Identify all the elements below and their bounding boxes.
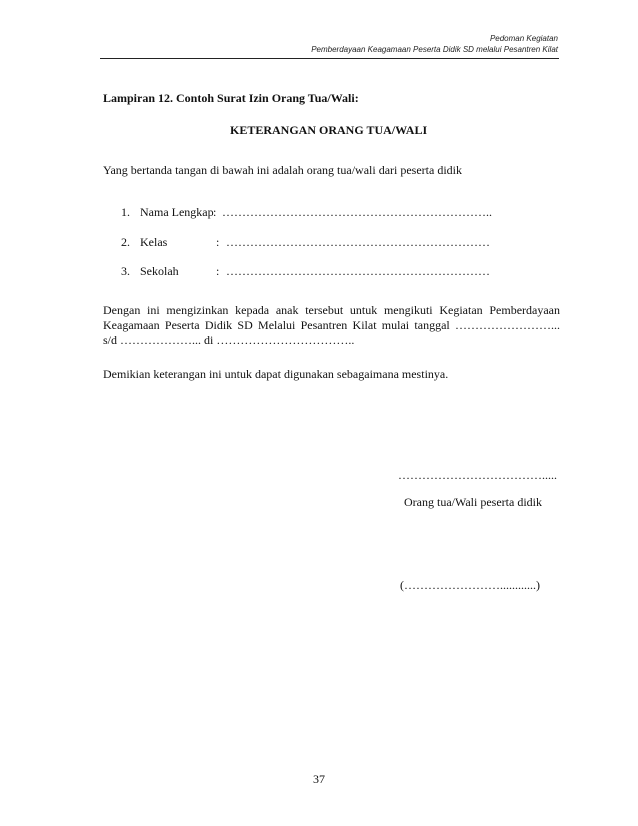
signature-date-blank: ………………………………..... bbox=[398, 468, 557, 482]
running-header-title: Pedoman Kegiatan bbox=[489, 34, 558, 43]
permission-line-2: Keagamaan Peserta Didik SD Melalui Pesantren Kilat mulai tanggal ……………………... bbox=[103, 318, 560, 332]
signature-role: Orang tua/Wali peserta didik bbox=[404, 495, 542, 509]
document-title: KETERANGAN ORANG TUA/WALI bbox=[230, 123, 428, 137]
field-colon: : bbox=[216, 264, 220, 278]
permission-line-3: s/d ………………... di …………………………….. bbox=[103, 333, 355, 347]
signature-name-blank: (……………………............) bbox=[400, 578, 540, 592]
field-colon: : bbox=[213, 205, 217, 219]
field-number: 2. bbox=[121, 235, 130, 249]
field-blank-line: ………………………………………………………… bbox=[226, 235, 490, 249]
field-colon: : bbox=[216, 235, 220, 249]
page-number: 37 bbox=[313, 772, 325, 786]
field-number: 1. bbox=[121, 205, 130, 219]
field-blank-line: ………………………………………………………….. bbox=[222, 205, 492, 219]
field-label: Nama Lengkap bbox=[140, 205, 214, 219]
running-header-subtitle: Pemberdayaan Keagamaan Peserta Didik SD melalui Pesantren Kilat bbox=[311, 45, 558, 54]
attachment-title: Lampiran 12. Contoh Surat Izin Orang Tua/Wali: bbox=[103, 91, 359, 105]
field-label: Kelas bbox=[140, 235, 168, 249]
intro-text: Yang bertanda tangan di bawah ini adalah orang tua/wali dari peserta didik bbox=[103, 163, 462, 177]
field-label: Sekolah bbox=[140, 264, 179, 278]
field-blank-line: ………………………………………………………… bbox=[226, 264, 490, 278]
permission-line-1: Dengan ini mengizinkan kepada anak tersebut untuk mengikuti Kegiatan Pemberdayaan bbox=[103, 303, 560, 317]
closing-statement: Demikian keterangan ini untuk dapat digunakan sebagaimana mestinya. bbox=[103, 367, 449, 381]
field-number: 3. bbox=[121, 264, 130, 278]
header-divider bbox=[100, 58, 559, 59]
